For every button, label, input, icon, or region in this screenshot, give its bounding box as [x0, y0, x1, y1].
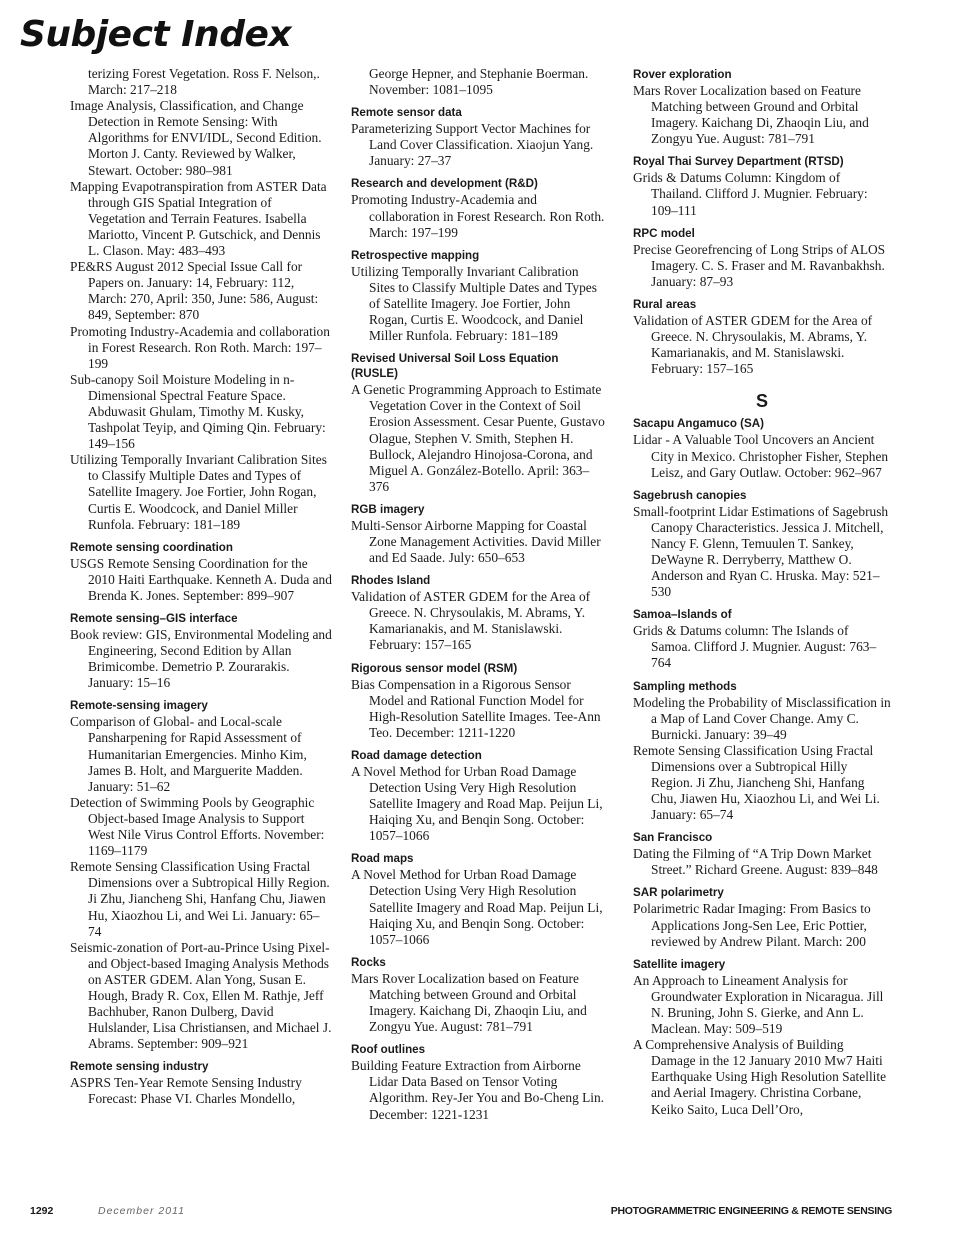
index-entry: Polarimetric Radar Imaging: From Basics to Applications Jong-Sen Lee, Eric Pottier, reviewed by Andrew Pilant. March: 200 — [633, 901, 871, 949]
index-heading: Research and development (R&D) — [351, 177, 538, 191]
issue-date: December 2011 — [98, 1205, 185, 1217]
index-heading: Roof outlines — [351, 1043, 426, 1057]
index-heading: Road damage detection — [351, 748, 482, 762]
index-entry: George Hepner, and Stephanie Boerman. November: 1081–1095 — [369, 66, 589, 98]
index-heading: Royal Thai Survey Department (RTSD) — [633, 155, 844, 169]
index-entry: Detection of Swimming Pools by Geographic Object-based Image Analysis to Support West Nile Virus Control Efforts. November: 1169–1179 — [70, 794, 325, 859]
index-entry: Building Feature Extraction from Airborne Lidar Data Based on Tensor Voting Algorithm. Rey-Jer You and Bo-Cheng Lin. December: 1221-1231 — [351, 1058, 605, 1122]
index-entry: Utilizing Temporally Invariant Calibration Sites to Classify Multiple Dates and Types of Satellite Imagery. Joe Fortier, John Rogan, Curtis E. Woodcock, and Daniel Miller Runfola. February: 181–189 — [70, 452, 327, 532]
index-heading: RPC model — [633, 226, 695, 240]
index-entry: Validation of ASTER GDEM for the Area of Greece. N. Chrysoulakis, M. Abrams, Y. Kamarianakis, and M. Stanislawski. February: 157–165 — [633, 312, 873, 377]
index-entry: Parameterizing Support Vector Machines for Land Cover Classification. Xiaojun Yang. January: 27–37 — [351, 121, 594, 169]
page-footer — [30, 1205, 892, 1221]
page-title: Subject Index — [20, 14, 292, 55]
index-heading: Satellite imagery — [633, 957, 726, 971]
index-entry: Promoting Industry-Academia and collaboration in Forest Research. Ron Roth. March: 197–199 — [70, 323, 330, 371]
index-entry: Comparison of Global- and Local-scale Pansharpening for Rapid Assessment of Humanitarian Emergencies. Minho Kim, James B. Holt, and Marguerite Madden. January: 51–62 — [70, 714, 307, 794]
index-entry: Remote Sensing Classification Using Fractal Dimensions over a Subtropical Hilly Region. Ji Zhu, Jiancheng Shi, Hanfang Chu, Jiawen Hu, Xiaozhou Li, and Wei Li. January: 65–74 — [70, 859, 330, 939]
index-entry: Sub-canopy Soil Moisture Modeling in n-Dimensional Spectral Feature Space. Abduwasit Ghulam, Timothy M. Kusky, Tashpolat Teyip, and Qiming Qin. February: 149–156 — [70, 371, 326, 452]
index-entry: Seismic-zonation of Port-au-Prince Using Pixel- and Object-based Imaging Analysis Methods on ASTER GDEM. Alan Yong, Susan E. Hough, Brady R. Cox, Ellen M. Rathje, Jeff Bachhuber, Ranon Dulberg, David Hulslander, Lisa Christiansen, and Michael J. Abrams. September: 909–921 — [70, 939, 332, 1052]
index-heading: Retrospective mapping — [351, 248, 480, 262]
index-entry: Small-footprint Lidar Estimations of Sagebrush Canopy Characteristics. Jessica J. Mitchell, Nancy F. Glenn, Temuulen T. Sankey, DeWayne R. Derryberry, Matthew O. Anderson and Ryan C. Hruska. May: 521–530 — [633, 503, 889, 600]
index-entry: Mars Rover Localization based on Feature Matching between Ground and Orbital Imagery. Kaichang Di, Zhaoqin Liu, and Zongyu Yue. August: 781–791 — [633, 83, 869, 147]
index-entry: Grids & Datums Column: Kingdom of Thailand. Clifford J. Mugnier. February: 109–111 — [633, 170, 868, 218]
index-heading: Rocks — [351, 955, 386, 969]
index-entry: Mapping Evapotranspiration from ASTER Data through GIS Spatial Integration of Vegetation and Terrain Features. Isabella Mariotto, Vincent P. Gutschick, and Dennis L. Clason. May: 483–493 — [70, 178, 327, 259]
index-heading: Samoa–Islands of — [633, 608, 732, 622]
index-heading: Sampling methods — [633, 679, 737, 693]
index-entry: Book review: GIS, Environmental Modeling and Engineering, Second Edition by Allan Brimicombe. Demetrio P. Zourarakis. January: 15–16 — [70, 627, 332, 691]
index-heading: Road maps — [351, 852, 414, 866]
index-entry: Grids & Datums column: The Islands of Samoa. Clifford J. Mugnier. August: 763–764 — [633, 623, 877, 671]
journal-name: PHOTOGRAMMETRIC ENGINEERING & REMOTE SENSING — [610, 1205, 892, 1217]
index-heading: Remote sensing–GIS interface — [70, 612, 238, 625]
index-entry: Dating the Filming of “A Trip Down Market Street.” Richard Greene. August: 839–848 — [633, 846, 878, 878]
index-heading: Sacapu Angamuco (SA) — [633, 417, 764, 431]
index-heading: Remote sensor data — [351, 106, 462, 120]
index-heading: Rigorous sensor model (RSM) — [351, 661, 518, 675]
index-entry: Validation of ASTER GDEM for the Area of Greece. N. Chrysoulakis, M. Abrams, Y. Kamarianakis, and M. Stanislawski. February: 157–165 — [351, 589, 591, 653]
index-entry: A Novel Method for Urban Road Damage Detection Using Very High Resolution Satellite Imagery and Road Map. Peijun Li, Haiqing Xu, and Benqin Song. October: 1057–1066 — [351, 867, 603, 947]
index-entry: Modeling the Probability of Misclassification in a Map of Land Cover Change. Amy C. Burnicki. January: 39–49 — [633, 694, 891, 742]
index-entry: Multi-Sensor Airborne Mapping for Coastal Zone Management Activities. David Miller and Ed Saade. July: 650–653 — [351, 517, 601, 566]
index-entry: A Genetic Programming Approach to Estimate Vegetation Cover in the Context of Soil Erosion Assessment. Cesar Puente, Gustavo Olague, Stephen V. Smith, Stephen H. Bullock, Alejandro Hinojosa-Corona, and Miguel A. González-Botello. April: 363–376 — [351, 382, 605, 494]
index-entry: Utilizing Temporally Invariant Calibration Sites to Classify Multiple Dates and Types of Satellite Imagery. Joe Fortier, John Rogan, Curtis E. Woodcock, and Daniel Miller Runfola. February: 181–189 — [351, 263, 597, 344]
index-entry: ASPRS Ten-Year Remote Sensing Industry Forecast: Phase VI. Charles Mondello, — [70, 1075, 302, 1107]
index-entry: Remote Sensing Classification Using Fractal Dimensions over a Subtropical Hilly Region. Ji Zhu, Jiancheng Shi, Hanfang Chu, Jiawen Hu, Xiaozhou Li, and Wei Li. January: 65–74 — [633, 742, 880, 823]
index-entry: Precise Georefrencing of Long Strips of ALOS Imagery. C. S. Fraser and M. Ravanbakhsh. January: 87–93 — [633, 241, 886, 289]
index-entry: Promoting Industry-Academia and collaboration in Forest Research. Ron Roth. March: 197–199 — [351, 192, 605, 240]
index-entry: A Comprehensive Analysis of Building Damage in the 12 January 2010 Mw7 Haiti Earthquake Using High Resolution Satellite and Aerial Imagery. Christina Corbane, Keiko Saito, Luca Dell’Oro, — [633, 1037, 887, 1117]
index-column-3 — [633, 66, 891, 1118]
index-heading: Rover exploration — [633, 68, 732, 81]
index-column-2 — [351, 66, 607, 1123]
index-heading: Remote sensing industry — [70, 1060, 209, 1074]
index-entry: Mars Rover Localization based on Feature Matching between Ground and Orbital Imagery. Kaichang Di, Zhaoqin Liu, and Zongyu Yue. August: 781–791 — [351, 970, 587, 1035]
index-entry: A Novel Method for Urban Road Damage Detection Using Very High Resolution Satellite Imagery and Road Map. Peijun Li, Haiqing Xu, and Benqin Song. October: 1057–1066 — [351, 763, 603, 844]
index-entry: Lidar - A Valuable Tool Uncovers an Ancient City in Mexico. Christopher Fisher, Stephen Leisz, and Gary Outlaw. October: 962–967 — [633, 432, 889, 480]
index-heading: SAR polarimetry — [633, 886, 724, 900]
index-entry: terizing Forest Vegetation. Ross F. Nelson,. March: 217–218 — [88, 66, 320, 98]
index-heading: Remote-sensing imagery — [70, 699, 208, 713]
index-column-1 — [70, 66, 332, 1108]
index-heading: Remote sensing coordination — [70, 540, 233, 554]
index-heading: Rural areas — [633, 297, 697, 311]
index-entry: PE&RS August 2012 Special Issue Call for Papers on. January: 14, February: 112, March: 270, April: 350, June: 586, August: 849, September: 870 — [70, 259, 319, 323]
section-letter: S — [755, 391, 768, 412]
page-number: 1292 — [30, 1205, 54, 1217]
index-entry: An Approach to Lineament Analysis for Groundwater Exploration in Nicaragua. Jill N. Bruning, John S. Gierke, and Ann L. Maclean. May: 509–519 — [633, 972, 884, 1037]
index-heading: RGB imagery — [351, 502, 425, 516]
index-heading: San Francisco — [633, 831, 713, 845]
index-heading: Sagebrush canopies — [633, 488, 747, 502]
index-heading: Revised Universal Soil Loss Equation (RUSLE) — [351, 352, 559, 381]
index-entry: USGS Remote Sensing Coordination for the 2010 Haiti Earthquake. Kenneth A. Duda and Brenda K. Jones. September: 899–907 — [70, 555, 332, 603]
index-heading: Rhodes Island — [351, 574, 431, 588]
index-entry: Bias Compensation in a Rigorous Sensor Model and Rational Function Model for High-Resolution Satellite Images. Tee-Ann Teo. December: 1211-1220 — [351, 676, 601, 740]
index-entry: Image Analysis, Classification, and Change Detection in Remote Sensing: With Algorithms for ENVI/IDL, Second Edition. Morton J. Canty. Reviewed by Walker, Stewart. October: 980–981 — [70, 98, 322, 178]
